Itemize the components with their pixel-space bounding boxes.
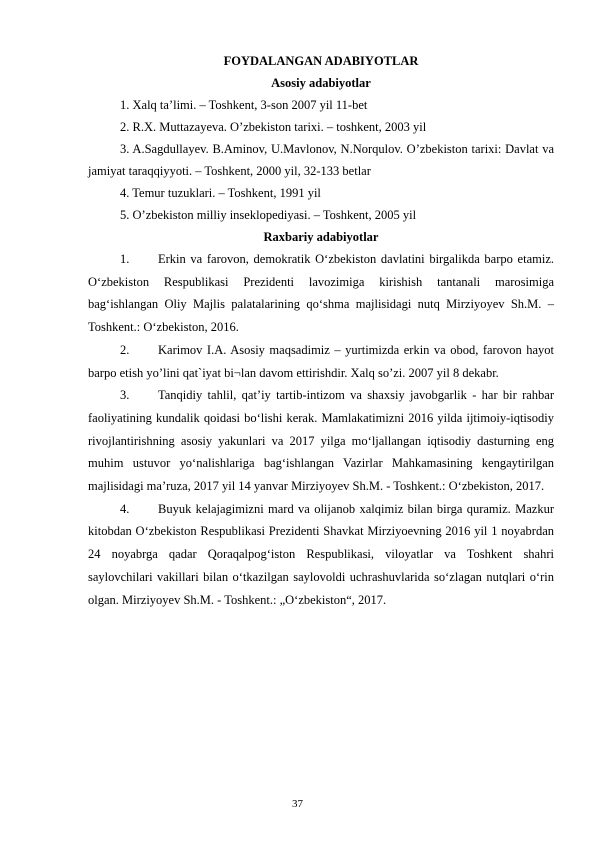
reference-number: 3. (120, 388, 130, 403)
reference-number: 1. (120, 252, 130, 266)
reference-text: Karimov I.A. Asosiy maqsadimiz – yurtimizda erkin va obod, farovon hayot barpo etish yo’lini qat`iyat bi¬lan davom ettirishdir. Xalq so’zi. 2007 yil 8 dekabr. (88, 342, 554, 380)
reference-item: 3. A.Sagdullayev. B.Aminov, U.Mavlonov, N.Norqulov. O’zbekiston tarixi: Davlat va jamiyat taraqqiyyoti. – Toshkent, 2000 yil, 32-133 betlar (88, 142, 554, 178)
reference-item: 2. R.X. Muttazayeva. O’zbekiston tarixi. – toshkent, 2003 yil (120, 120, 427, 134)
section-heading-guiding-literature: Raxbariy adabiyotlar (263, 230, 379, 244)
page-title: FOYDALANGAN ADABIYOTLAR (223, 54, 419, 68)
reference-number: 2. (120, 342, 130, 357)
reference-text: Tanqidiy tahlil, qat’iy tartib-intizom va shaxsiy javobgarlik - har bir rahbar faoliyatining kundalik qoidasi bo‘lishi kerak. Mamlakatimizni 2016 yilda ijtimoiy-iqtisodiy rivojlantirishning asosiy yakunlari va 2017 yilga mo‘ljallangan iqtisodiy dasturning eng muhim ustuvor yo‘nalishlariga bag‘ishlangan Vazirlar Mahkamasining kengaytirilgan majlisidagi ma’ruza, 2017 yil 14 yanvar Mirziyoyev Sh.M. - Toshkent.: O‘zbekiston, 2017. (88, 388, 554, 494)
guiding-reference-item (88, 248, 554, 339)
guiding-reference-item (88, 339, 554, 384)
document-page (88, 50, 554, 611)
reference-item: 1. Xalq ta’limi. – Toshkent, 3-son 2007 yil 11-bet (120, 98, 368, 112)
reference-number: 4. (120, 501, 130, 516)
reference-item: 4. Temur tuzuklari. – Toshkent, 1991 yil (120, 186, 321, 200)
reference-text: Buyuk kelajagimizni mard va olijanob xalqimiz bilan birga quramiz. Mazkur kitobdan O‘zbekiston Respublikasi Prezidenti Shavkat Mirziyoevning 2016 yil 1 noyabrdan 24 noyabrga qadar Qoraqalpog‘iston Respublikasi, viloyatlar va Toshkent shahri saylovchilari vakillari bilan o‘tkazilgan saylovoldi uchrashuvlarida so‘zlagan nutqlari o‘rin olgan. Mirziyoyev Sh.M. - Toshkent.: „O‘zbekiston“, 2017. (88, 501, 554, 607)
reference-text: Erkin va farovon, demokratik O‘zbekiston davlatini birgalikda barpo etamiz. O‘zbekiston Respublikasi Prezidenti lavozimiga kirishish tantanali marosimiga bag‘ishlangan Oliy Majlis palatalarining qo‘shma majlisidagi nutq Mirziyoyev Sh.M. – Toshkent.: O‘zbekiston, 2016. (88, 252, 554, 335)
page-number: 37 (292, 798, 303, 810)
reference-item: 5. O’zbekiston milliy inseklopediyasi. – Toshkent, 2005 yil (120, 208, 417, 222)
section-heading-main-literature: Asosiy adabiyotlar (271, 76, 371, 90)
guiding-reference-item (88, 384, 554, 498)
guiding-reference-item (88, 498, 554, 612)
